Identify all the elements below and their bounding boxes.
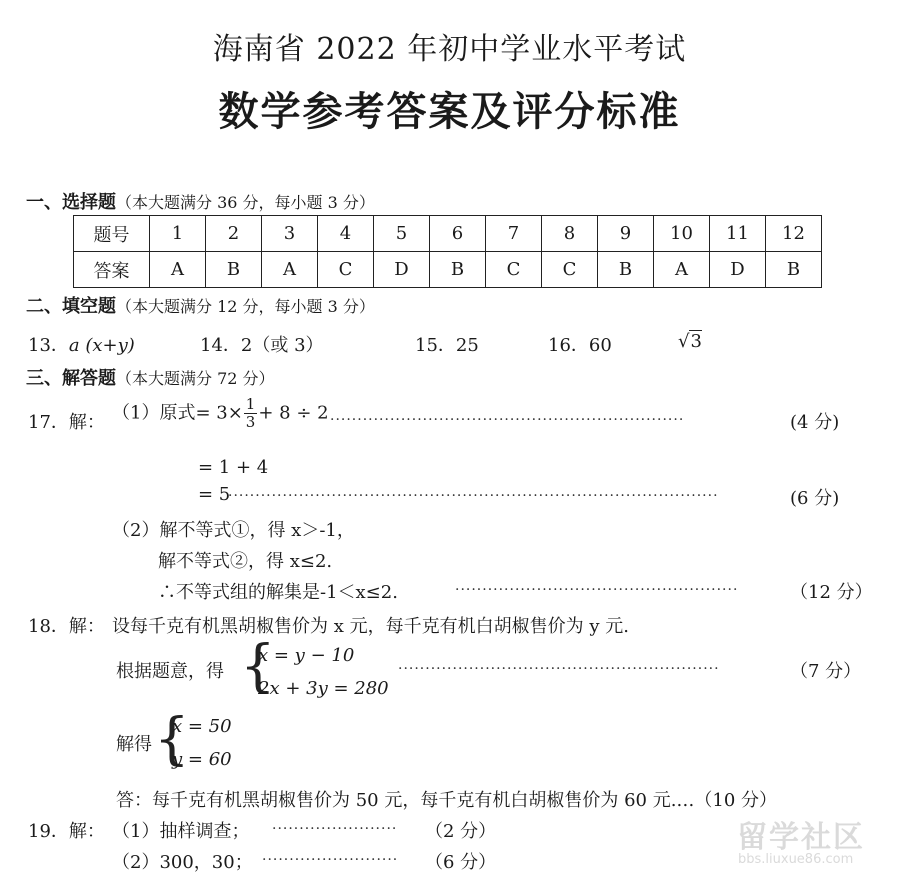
answer-13 [28, 331, 135, 357]
section-2-note: （本大题满分 12 分，每小题 3 分） [116, 297, 375, 316]
table-cell: B [598, 252, 654, 288]
sqrt-symbol: √3 [678, 331, 702, 352]
section-3-heading [26, 364, 275, 390]
fraction-denominator: 3 [245, 413, 256, 431]
section-3-note: （本大题满分 72 分） [116, 369, 275, 388]
table-cell: B [766, 252, 822, 288]
table-cell: 4 [318, 216, 374, 252]
q18-label: 18．解： [28, 616, 105, 637]
table-cell: D [710, 252, 766, 288]
choice-answer-table [73, 215, 822, 288]
table-cell: A [654, 252, 710, 288]
q18-solution-y: y = 60 [172, 749, 232, 770]
table-row-answers [74, 252, 822, 288]
q19-line2: （2）300，30； [112, 852, 253, 873]
section-1-title: 一、选择题 [26, 192, 116, 213]
q18-equation-2: 2x + 3y = 280 [258, 678, 389, 699]
q17-part1-line2: = 1 + 4 [198, 457, 269, 478]
answer-14: 14．2（或 3） [200, 335, 324, 356]
fraction-one-third [244, 396, 258, 431]
watermark-url: bbs.liuxue86.com [738, 852, 854, 867]
dot-leader: ···················································· [455, 582, 739, 598]
q18-setup-prefix: 根据题意，得 [116, 661, 224, 682]
answer-13-value: a (x+y) [68, 335, 135, 356]
q19-line1: （1）抽样调查； [112, 821, 250, 842]
q19-score-2: （6 分） [425, 852, 497, 873]
table-cell: C [542, 252, 598, 288]
q18-answer: 答：每千克有机黑胡椒售价为 50 元，每千克有机白胡椒售价为 60 元.…（10 分） [116, 790, 778, 811]
answer-13-number: 13． [28, 335, 69, 356]
q17-score-1: (4 分) [790, 412, 840, 433]
dot-leader: ·························································································· [228, 488, 719, 504]
dot-leader: ························· [262, 852, 399, 868]
system-brace: { [240, 634, 276, 699]
q17-score-3: （12 分） [790, 582, 873, 603]
q17-part1-line3: = 5 [198, 484, 231, 505]
answer-15: 15．25 [415, 335, 479, 356]
table-cell: C [318, 252, 374, 288]
table-cell: 3 [262, 216, 318, 252]
table-cell: 12 [766, 216, 822, 252]
dot-leader: ································································· [330, 412, 685, 428]
q18-solution-prefix: 解得 [116, 734, 152, 755]
table-cell: 5 [374, 216, 430, 252]
table-cell: B [206, 252, 262, 288]
sqrt-radicand: 3 [690, 331, 702, 352]
system-brace: { [154, 707, 190, 772]
table-cell: 11 [710, 216, 766, 252]
table-cell: 9 [598, 216, 654, 252]
table-cell: C [486, 252, 542, 288]
table-cell: 10 [654, 216, 710, 252]
q17-expression-prefix: （1）原式= 3× [112, 402, 243, 424]
table-cell: B [430, 252, 486, 288]
q19-score-1: （2 分） [425, 821, 497, 842]
table-cell: 2 [206, 216, 262, 252]
q18-line1: 设每千克有机黑胡椒售价为 x 元，每千克有机白胡椒售价为 y 元. [112, 616, 629, 637]
answer-16: 16．60 [548, 335, 612, 356]
section-2-title: 二、填空题 [26, 296, 116, 317]
q18-equation-1: x = y − 10 [258, 645, 355, 666]
table-cell: D [374, 252, 430, 288]
fraction-numerator: 1 [245, 395, 256, 413]
q18-score-1: （7 分） [790, 661, 862, 682]
table-row-numbers [74, 216, 822, 252]
dot-leader: ······················· [272, 821, 398, 837]
q17-score-2: (6 分) [790, 488, 840, 509]
q17-expression-suffix: + 8 ÷ 2 [258, 402, 329, 424]
table-cell: 8 [542, 216, 598, 252]
table-cell: 6 [430, 216, 486, 252]
table-cell: 7 [486, 216, 542, 252]
table-header-number: 题号 [74, 216, 150, 252]
dot-leader: ··························································· [398, 661, 720, 677]
table-header-answer: 答案 [74, 252, 150, 288]
q17-part2-line2: 解不等式②，得 x≤2. [158, 551, 333, 572]
q17-part2-line3: ∴不等式组的解集是-1＜x≤2. [158, 582, 398, 603]
q18-solution-x: x = 50 [172, 716, 232, 737]
table-cell: 1 [150, 216, 206, 252]
answer-16-radical [678, 331, 702, 352]
page-subtitle: 数学参考答案及评分标准 [218, 89, 681, 135]
section-2-heading [26, 292, 375, 318]
q17-part2-line1: （2）解不等式①，得 x＞-1， [112, 520, 355, 541]
table-cell: A [262, 252, 318, 288]
page-title: 海南省 2022 年初中学业水平考试 [212, 32, 687, 67]
table-cell: A [150, 252, 206, 288]
q17-label: 17．解： [28, 412, 105, 433]
section-3-title: 三、解答题 [26, 368, 116, 389]
section-1-heading [26, 188, 375, 214]
q19-label: 19．解： [28, 821, 105, 842]
watermark-logo: 留学社区 [737, 820, 865, 855]
section-1-note: （本大题满分 36 分，每小题 3 分） [116, 193, 375, 212]
q17-part1-line1 [112, 396, 329, 431]
